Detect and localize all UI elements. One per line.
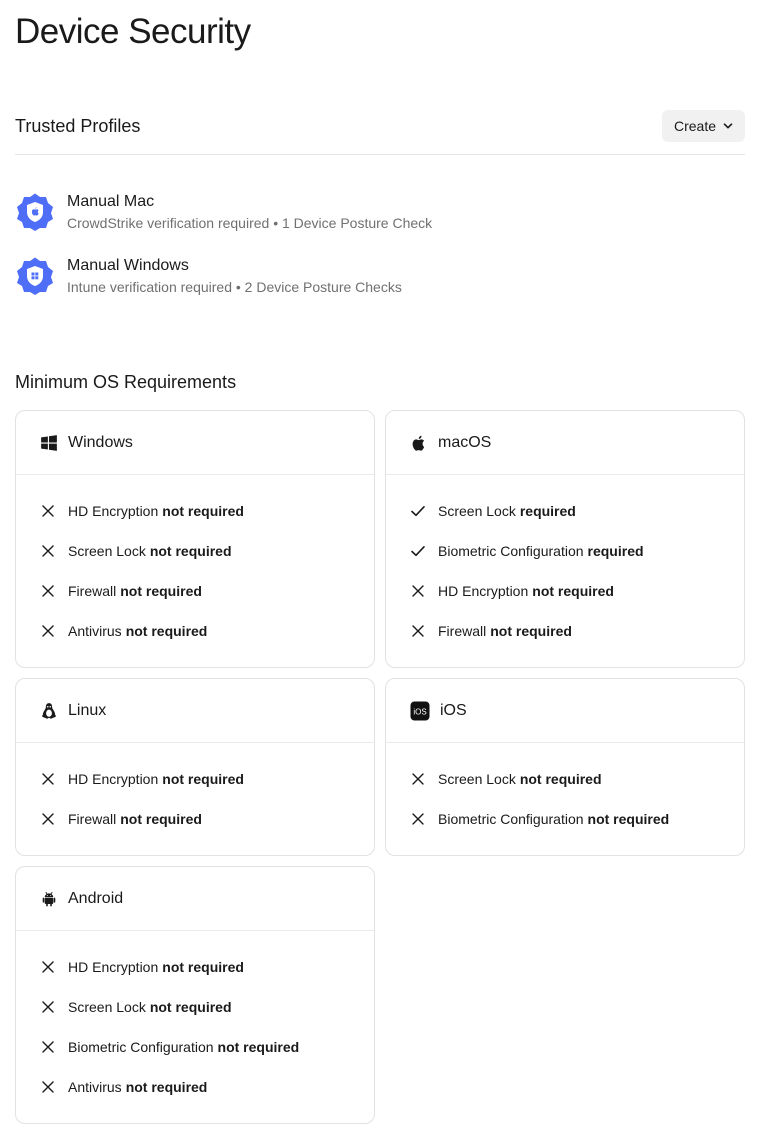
- x-icon: [40, 811, 56, 827]
- requirement-status: not required: [162, 503, 244, 519]
- x-icon: [410, 583, 426, 599]
- requirement-label: Antivirus: [68, 1079, 122, 1095]
- requirement-status: not required: [149, 543, 232, 559]
- requirement-status: not required: [125, 623, 208, 639]
- x-icon: [410, 771, 426, 787]
- x-icon: [40, 1079, 56, 1095]
- profile-description: Intune verification required • 2 Device Posture Checks: [67, 279, 402, 295]
- requirement-list: [16, 931, 374, 1119]
- os-card-ios: [385, 678, 745, 856]
- os-card-linux: [15, 678, 375, 856]
- os-card-macos: [385, 410, 745, 668]
- x-icon: [410, 623, 426, 639]
- os-card-windows: [15, 410, 375, 668]
- requirement-label: Screen Lock: [438, 503, 516, 519]
- os-name: Windows: [68, 433, 133, 451]
- requirement-label: Screen Lock: [68, 543, 146, 559]
- x-icon: [40, 1039, 56, 1055]
- requirement-item: [16, 491, 374, 531]
- requirement-item: [386, 571, 744, 611]
- requirement-item: [386, 491, 744, 531]
- requirement-status: not required: [490, 623, 572, 639]
- requirement-status: not required: [149, 999, 232, 1015]
- requirement-item: [16, 987, 374, 1027]
- chevron-down-icon: [723, 121, 733, 131]
- requirement-item: [16, 571, 374, 611]
- requirement-list: [386, 743, 744, 851]
- os-name: macOS: [438, 433, 492, 451]
- requirement-item: [16, 1027, 374, 1067]
- requirement-status: required: [519, 503, 576, 519]
- profile-item-manual-mac[interactable]: [15, 180, 745, 244]
- profile-name: Manual Mac: [67, 193, 155, 210]
- card-header: [386, 411, 744, 475]
- card-header: [16, 867, 374, 931]
- requirement-list: [16, 743, 374, 851]
- requirement-item: [386, 799, 744, 839]
- requirement-item: [386, 531, 744, 571]
- requirement-label: Screen Lock: [438, 771, 516, 787]
- requirement-label: Screen Lock: [68, 999, 146, 1015]
- shield-windows-icon: [15, 256, 55, 296]
- requirement-label: HD Encryption: [68, 959, 159, 975]
- card-header: [16, 411, 374, 475]
- create-button[interactable]: [662, 110, 745, 142]
- requirement-item: [16, 799, 374, 839]
- profile-item-manual-windows[interactable]: [15, 244, 745, 308]
- create-button-label: Create: [673, 118, 716, 134]
- os-card-android: [15, 866, 375, 1124]
- x-icon: [40, 543, 56, 559]
- requirement-status: not required: [162, 771, 244, 787]
- profile-description: CrowdStrike verification required • 1 Device Posture Check: [67, 215, 433, 231]
- requirement-status: not required: [120, 583, 202, 599]
- trusted-profiles-title: Trusted Profiles: [15, 116, 141, 136]
- requirement-item: [16, 1067, 374, 1107]
- os-name: Android: [68, 889, 124, 907]
- x-icon: [40, 771, 56, 787]
- requirement-label: Biometric Configuration: [438, 811, 584, 827]
- ios-icon: [410, 701, 430, 721]
- requirement-status: not required: [120, 811, 202, 827]
- profile-text: [67, 257, 402, 295]
- requirement-label: Biometric Configuration: [438, 543, 584, 559]
- requirement-label: Biometric Configuration: [68, 1039, 214, 1055]
- requirement-list: [16, 475, 374, 663]
- requirement-label: Firewall: [68, 811, 117, 827]
- trusted-profiles-list: [15, 180, 745, 308]
- requirement-item: [386, 759, 744, 799]
- card-header: [16, 679, 374, 743]
- card-header: [386, 679, 744, 743]
- requirement-status: not required: [162, 959, 244, 975]
- profile-name: Manual Windows: [67, 257, 189, 274]
- x-icon: [40, 623, 56, 639]
- apple-icon: [410, 434, 428, 452]
- requirement-label: Firewall: [68, 583, 117, 599]
- requirement-label: HD Encryption: [68, 503, 159, 519]
- requirement-item: [16, 611, 374, 651]
- x-icon: [40, 999, 56, 1015]
- os-name: Linux: [68, 701, 107, 719]
- requirement-label: HD Encryption: [68, 771, 159, 787]
- requirement-status: not required: [125, 1079, 208, 1095]
- requirement-status: not required: [532, 583, 614, 599]
- profile-text: [67, 193, 432, 231]
- trusted-profiles-header: [15, 108, 745, 155]
- x-icon: [40, 583, 56, 599]
- x-icon: [40, 959, 56, 975]
- shield-apple-icon: [15, 192, 55, 232]
- requirement-status: not required: [217, 1039, 300, 1055]
- requirement-status: required: [587, 543, 644, 559]
- x-icon: [40, 503, 56, 519]
- os-name: iOS: [440, 701, 467, 719]
- linux-icon: [40, 702, 58, 720]
- requirement-status: not required: [587, 811, 670, 827]
- windows-icon: [40, 434, 58, 452]
- requirement-label: HD Encryption: [438, 583, 529, 599]
- requirement-label: Antivirus: [68, 623, 122, 639]
- requirement-item: [16, 531, 374, 571]
- svg-text:iOS: iOS: [413, 707, 427, 716]
- requirement-item: [16, 947, 374, 987]
- x-icon: [410, 811, 426, 827]
- requirement-label: Firewall: [438, 623, 487, 639]
- os-requirements-title: Minimum OS Requirements: [15, 372, 237, 392]
- requirement-status: not required: [519, 771, 602, 787]
- check-icon: [410, 543, 426, 559]
- check-icon: [410, 503, 426, 519]
- page-title: Device Security: [15, 12, 251, 51]
- requirement-list: [386, 475, 744, 663]
- android-icon: [40, 890, 58, 908]
- requirement-item: [16, 759, 374, 799]
- requirement-item: [386, 611, 744, 651]
